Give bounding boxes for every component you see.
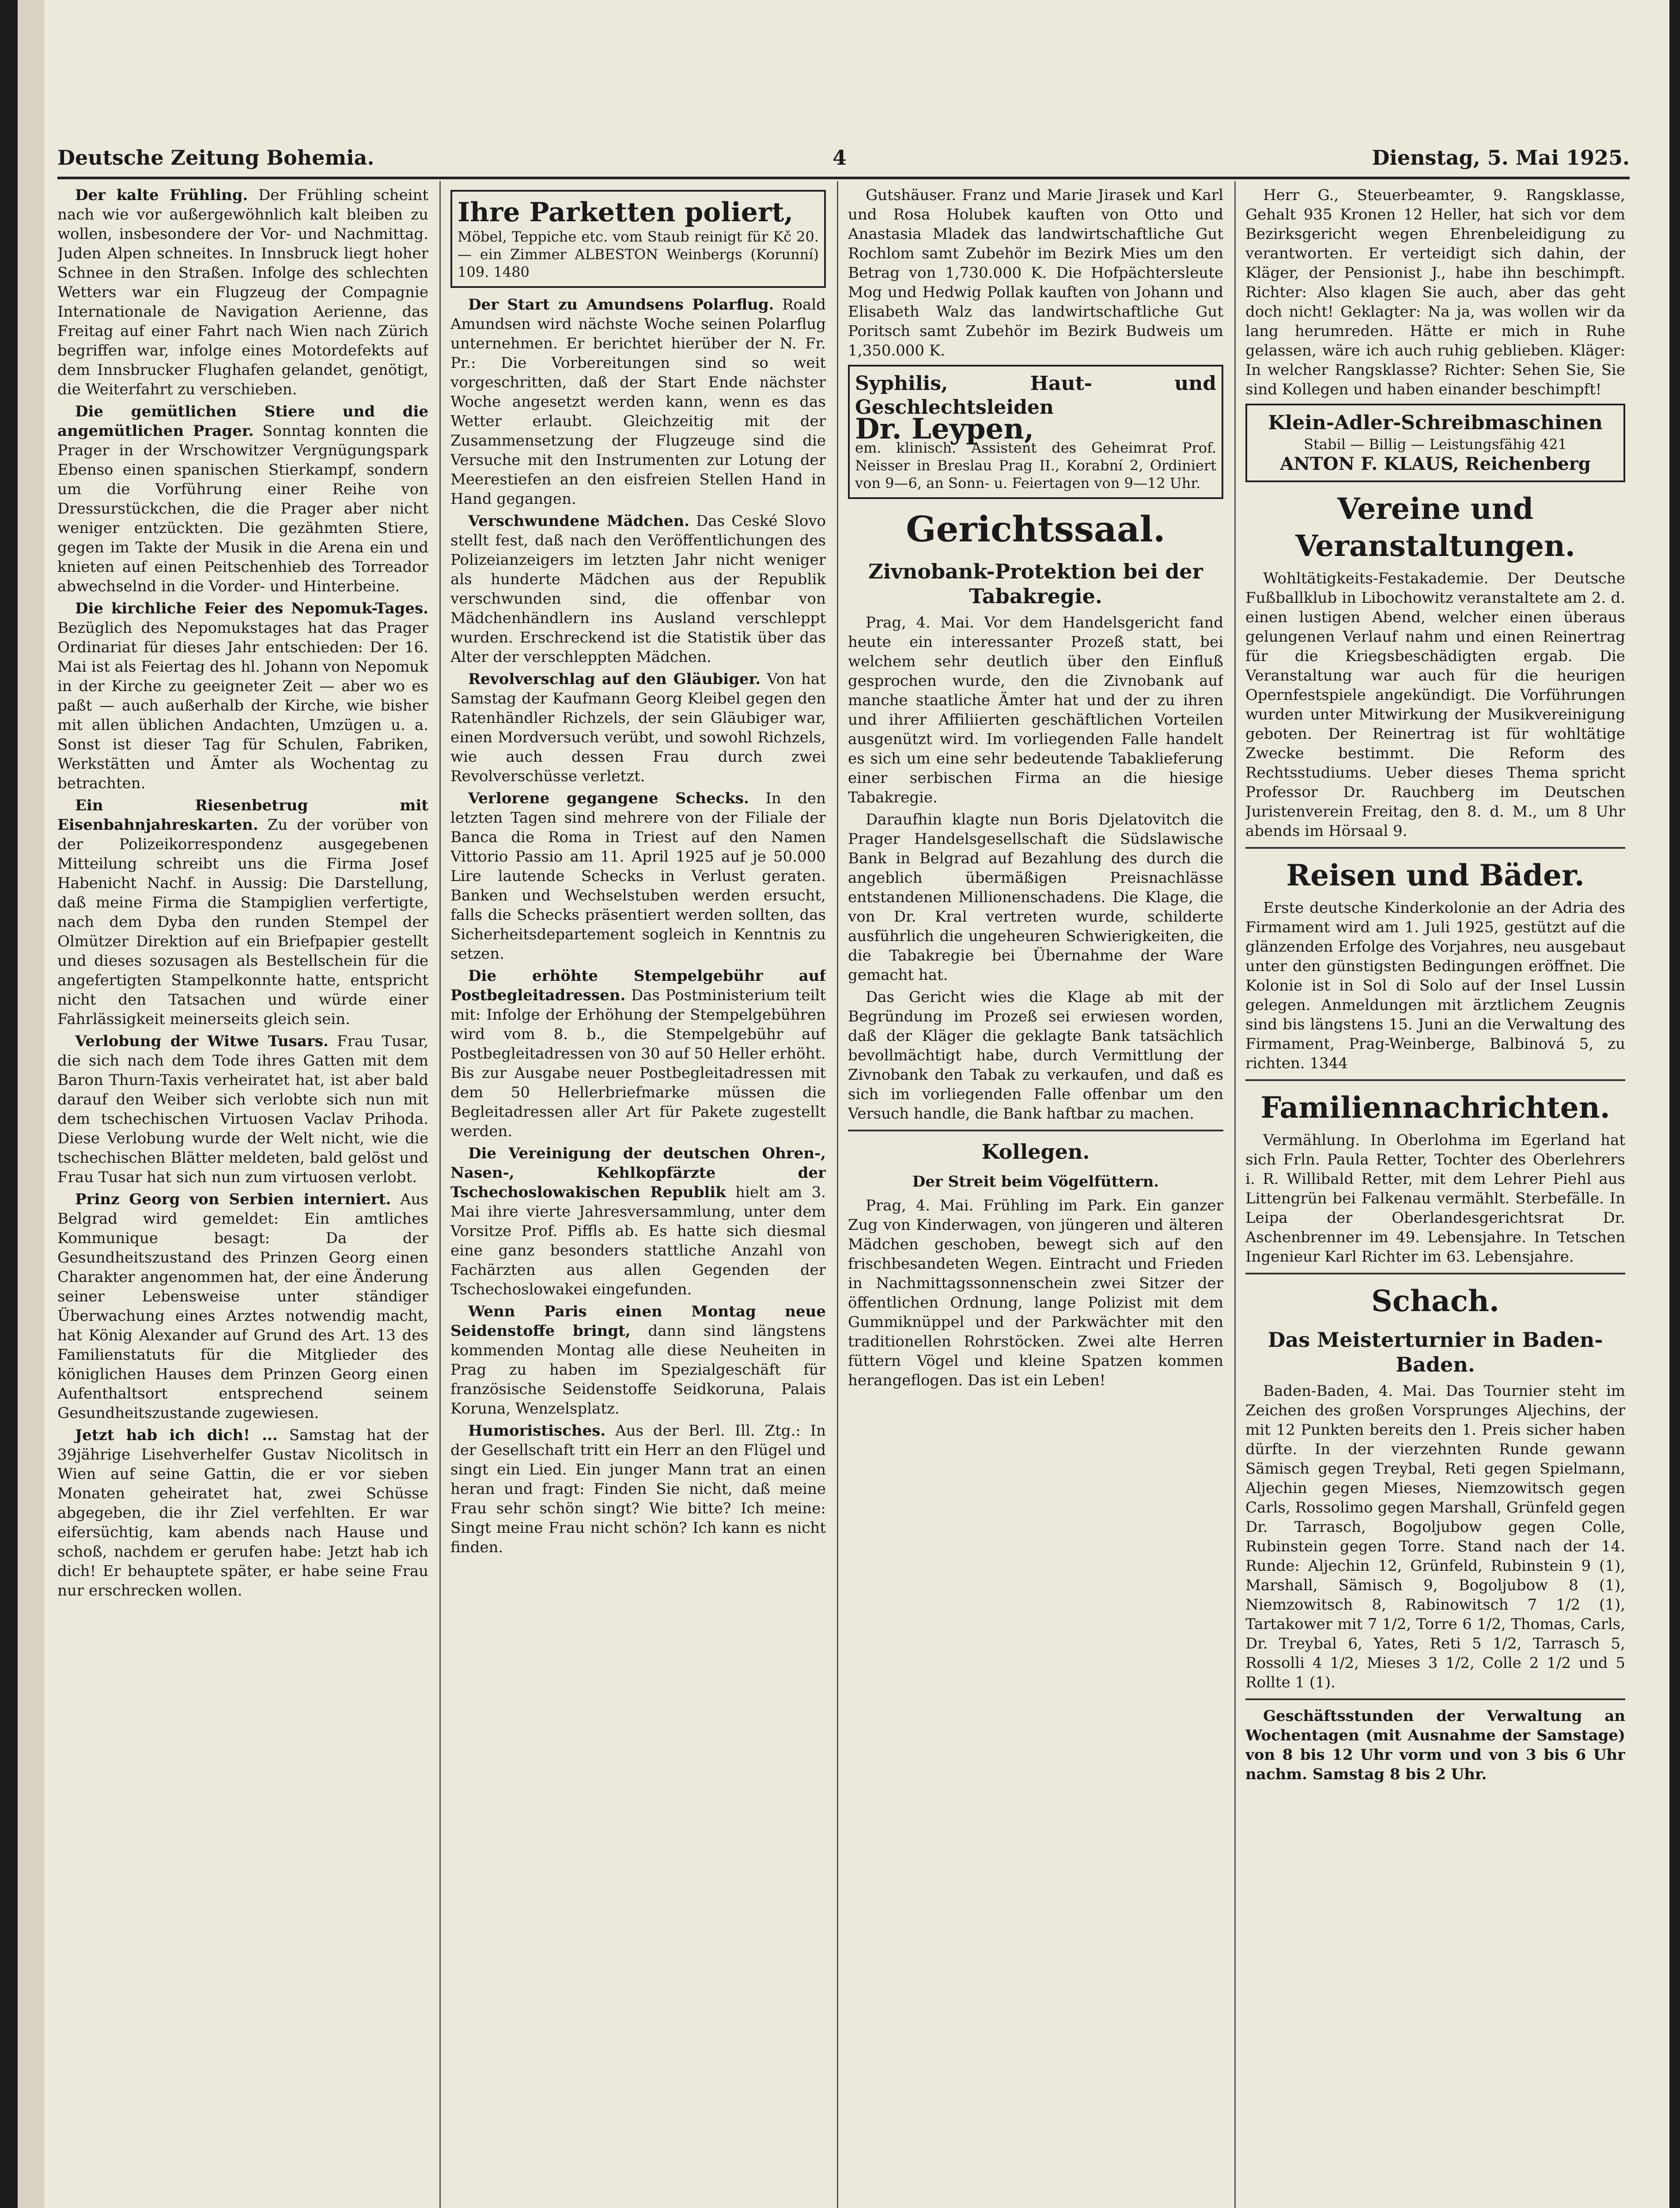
article: [57, 796, 428, 1029]
article-heading: Wenn Paris einen Montag neue Seidenstoffe bringt,: [450, 1303, 826, 1340]
article-heading: Revolverschlag auf den Gläubiger.: [468, 670, 761, 688]
article: [450, 1144, 826, 1299]
article-heading: Ein Riesenbetrug mit Eisenbahnjahreskarten.: [57, 797, 428, 834]
divider: [1245, 1698, 1625, 1700]
newspaper-page: [18, 0, 1669, 2208]
article-heading: Humoristisches.: [468, 1422, 606, 1440]
ad-text: Stabil — Billig — Leistungsfähig 421: [1304, 436, 1567, 453]
article-body: Daraufhin klagte nun Boris Djelatovitch die Prager Handelsgesellschaft die Südslawische Bank in Belgrad auf Bezahlung des durch die angeblich übermäßigen Preisnachlässe entstandenen Millionenschadens. Die Klage, die von Dr. Kral vertreten wurde, schilderte ausführlich die ungeheuren Schwierigkeiten, die die Tabakregie bei Übernahme der Ware gemacht hat.: [848, 811, 1223, 984]
article: [57, 1190, 428, 1423]
article-heading: Die kirchliche Feier des Nepomuk-Tages.: [75, 600, 428, 617]
article-body: Aus Belgrad wird gemeldet: Ein amtliches Kommunique besagt: Da der Gesundheitszustand des Prinzen Georg einen Charakter angenommen hat, der eine Änderung seiner Lebensweise unter ständiger Überwachung eines Arztes notwendig macht, hat König Alexander auf Grund des Art. 13 des Familienstatuts für die Mitglieder des königlichen Hauses dem Prinzen Georg einen Aufenthaltsort entsprechend seinem Gesundheitszustande zugewiesen.: [57, 1191, 428, 1422]
article-body: Samstag hat der 39jährige Lisehverhelfer Gustav Nicolitsch in Wien auf seine Gattin, die er vor sieben Monaten geheiratet hat, zwei Schüsse abgegeben, die ihr Ziel verfehlten. Er war eifersüchtig, kam abends nach Hause und schoß, nachdem er gerufen habe: Jetzt hab ich dich! Er behauptete später, er habe seine Frau nur erschrecken wollen.: [57, 1426, 428, 1599]
article-body: Das Postministerium teilt mit: Infolge der Erhöhung der Stempelgebühren wird vom 8. b., die Stempelgebühr auf Postbegleitadressen von 30 auf 50 Heller erhöht. Bis zur Ausgabe neuer Postbegleitadressen mit dem 50 Hellerbriefmarke müssen die Begleitadressen aller Art für Pakete zugestellt werden.: [450, 987, 826, 1140]
article: [450, 511, 826, 667]
article-heading: Die erhöhte Stempelgebühr auf Postbegleitadressen.: [450, 967, 826, 1004]
article-body: Gutshäuser. Franz und Marie Jirasek und Karl und Rosa Holubek kauften von Otto und Anastasia Mladek das landwirtschaftliche Gut Rochlom samt Zubehör im Bezirk Mies um den Betrag von 1,730.000 K. Die Hofpächtersleute Mog und Hedwig Pollak kauften von Johann und Elisabeth Walz das landwirtschaftliche Gut Poritsch samt Zubehör im Bezirk Budweis um 1,350.000 K.: [848, 186, 1223, 359]
column-divider: [439, 181, 441, 2208]
section-subtitle: Zivnobank-Protektion bei der Tabakregie.: [868, 560, 1203, 608]
section-title: Familiennachrichten.: [1260, 1090, 1610, 1125]
ad-title: Ihre Parketten poliert,: [458, 197, 794, 228]
article-body: Wohltätigkeits-Festakademie. Der Deutsche Fußballklub in Libochowitz veranstaltete am 2. d. einen lustigen Abend, welcher einen überaus gelungenen Verlauf nahm und einen Reinertrag für die Kriegsbeschädigten ergab. Die Veranstaltung war auch für die heurigen Opernfestspiele angekündigt. Die Vorführungen wurden unter Mitwirkung der Musikvereinigung geboten. Der Reinertrag ist für wohltätige Zwecke bestimmt. Die Reform des Rechtsstudiums. Ueber dieses Thema spricht Professor Dr. Rauchberg im Deutschen Juristenverein Freitag, den 8. d. M., um 8 Uhr abends im Hörsaal 9.: [1245, 570, 1625, 840]
article-body: Zu der vorüber von der Polizeikorrespondenz ausgegebenen Mitteilung schreibt uns die Firma Josef Habenicht Nachf. in Aussig: Die Darstellung, daß meine Firma die Stampiglien verfertigte, nach dem Dyba den runden Stempel der Olmützer Direktion auf ein Briefpapier gestellt und dieses sozusagen als Bestellschein für die angefertigten Stampelkonnte hatte, entspricht nicht den Tatsachen und würde einer Fahrlässigkeit meinerseits gleich sein.: [57, 816, 428, 1028]
page-number: 4: [832, 146, 847, 170]
column-1: [57, 185, 428, 2208]
article: [450, 1302, 826, 1418]
ad-title: Syphilis, Haut- und Geschlechtsleiden: [855, 372, 1216, 419]
advertisement-typewriter: [1245, 404, 1625, 482]
advertisement-parquet: [450, 190, 826, 288]
office-hours-notice: Geschäftsstunden der Verwaltung an Wochentagen (mit Ausnahme der Samstage) von 8 bis 12 Uhr vorm und von 3 bis 6 Uhr nachm. Samstag 8 bis 2 Uhr.: [1245, 1707, 1625, 1783]
divider: [1245, 847, 1625, 849]
ad-title: Klein-Adler-Schreibmaschinen: [1268, 412, 1603, 434]
article: [57, 185, 428, 399]
article-body: Sonntag konnten die Prager in der Wrschowitzer Vergnügungspark Ebenso einen spanischen Stierkampf, sondern um die Vorführung einer Reihe von Dressurstückchen, die die Prager aber nicht weniger entzückten. Die gezähmten Stiere, gegen im Takte der Musik in die Arena ein und knieten auf einen Peitschenhieb des Torreador abwechselnd in die Vorder- und Hinterbeine.: [57, 422, 428, 595]
newspaper-name: Deutsche Zeitung Bohemia.: [57, 146, 375, 170]
article-body: Aus der Berl. Ill. Ztg.: In der Gesellschaft tritt ein Herr an den Flügel und singt ein Lied. Ein junger Mann trat an einen heran und fragt: Finden Sie nicht, daß meine Frau sehr schön singt? Wie bitte? Ich meine: Singt meine Frau nicht schön? Ich kann es nicht finden.: [450, 1422, 826, 1556]
article-heading: Jetzt hab ich dich! ...: [75, 1426, 278, 1444]
section-title: Gerichtssaal.: [906, 508, 1165, 550]
article: [57, 1425, 428, 1600]
article-body: Vermählung. In Oberlohma im Egerland hat sich Frln. Paula Retter, Tochter des Oberlehrers i. R. Willibald Retter, mit dem Lehrer Piehl aus Littengrün bei Falkenau vermählt. Sterbefälle. In Leipa der Oberlandesgerichtsrat Dr. Aschenbrenner im 49. Lebensjahre. In Tetschen Ingenieur Karl Richter im 63. Lebensjahre.: [1245, 1131, 1625, 1266]
ad-doctor-name: Dr. Leypen,: [855, 412, 1034, 446]
page-binding-edge: [18, 0, 44, 2208]
article: [450, 789, 826, 964]
article-body: Frau Tusar, die sich nach dem Tode ihres Gatten mit dem Baron Thurn-Taxis verheiratet hat, ist aber bald darauf den Weiber sich verlobte sich nun mit dem tschechischen Virtuosen Vaclav Prihoda. Diese Verlobung wurde der Welt nicht, wie die tschechischen Blätter meldeten, bald gelöst und Frau Tusar hat sich nun zum virtuosen verlobt.: [57, 1032, 428, 1186]
section-title: Schach.: [1371, 1284, 1499, 1318]
article-body: Von hat Samstag der Kaufmann Georg Kleibel gegen den Ratenhändler Richzels, der sein Gläubiger war, einen Mordversuch verübt, und sowohl Richzels, wie auch dessen Frau durch zwei Revolverschüsse verletzt.: [450, 670, 826, 785]
section-subtitle: Der Streit beim Vögelfüttern.: [912, 1173, 1159, 1191]
article-body: Prag, 4. Mai. Frühling im Park. Ein ganzer Zug von Kinderwagen, von jüngeren und älteren Mädchen geschoben, bewegt sich auf den frischbesandeten Wegen. Eintracht und Frieden in Nachmittagssonnenschein zwei Sitzer der öffentlichen Ordnung, lange Polizist mit dem Gummiknüppel und der Parkwächter mit den traditionellen Rohrstöcken. Zwei alte Herren füttern Vögel und kleine Spatzen kommen herangeflogen. Das ist ein Leben!: [848, 1197, 1223, 1389]
article-body: Bezüglich des Nepomukstages hat das Prager Ordinariat für dieses Jahr entschieden: Der 16. Mai ist als Feiertag des hl. Johann von Nepomuk in der Kirche zu geeigneter Zeit — aber wo es paßt — auch außerhalb der Kirche, wie bisher mit allen üblichen Andachten, Umzügen u. a. Sonst ist dieser Tag für Schulen, Fabriken, Werkstätten und Ämter als Wochentag zu betrachten.: [57, 619, 428, 792]
article-heading: Prinz Georg von Serbien interniert.: [75, 1191, 391, 1208]
divider: [1245, 1273, 1625, 1274]
section-title: Vereine und Veranstaltungen.: [1295, 492, 1575, 563]
column-3: [848, 185, 1223, 2208]
article: [450, 295, 826, 509]
column-divider: [1234, 181, 1236, 2208]
header-rule: [57, 177, 1630, 179]
article-body: Prag, 4. Mai. Vor dem Handelsgericht fand heute ein interessanter Prozeß statt, bei welchem sehr deutlich über den Einfluß gesprochen wurde, den die Zivnobank auf manche staatliche Ämter hat und der zu ihren und ihrer Affiliierten geschäftlichen Vorteilen ausgenützt wird. Im vorliegenden Falle handelt es sich um eine sehr bedeutende Tabaklieferung einer serbischen Firma an die hiesige Tabakregie.: [848, 614, 1223, 806]
article-body: dann sind längstens kommenden Montag alle diese Neuheiten in Prag zu haben im Spezialgeschäft für französische Seidenstoffe Seidkoruna, Palais Koruna, Wenzelsplatz.: [450, 1322, 826, 1418]
article-body: Das Gericht wies die Klage ab mit der Begründung im Prozeß sei erwiesen worden, daß der Kläger die geklagte Bank tatsächlich bevollmächtigt habe, durch Vermittlung der Zivnobank den Tabak zu verkaufen, und daß es sich im vorliegenden Falle offenbar um den Versuch handle, die Bank haftbar zu machen.: [848, 988, 1223, 1123]
article-body: Baden-Baden, 4. Mai. Das Tournier steht im Zeichen des großen Vorsprunges Aljechins, der mit 12 Punkten bereits den 1. Preis sicher haben dürfte. In der vierzehnten Runde gewann Sämisch gegen Treybal, Reti gegen Spielmann, Aljechin gegen Mieses, Niemzowitsch gegen Carls, Rossolimo gegen Marshall, Grünfeld gegen Dr. Tarrasch, Bogoljubow gegen Colle, Rubinstein gegen Torre. Stand nach der 14. Runde: Aljechin 12, Grünfeld, Rubinstein 9 (1), Marshall, Sämisch 9, Bogoljubow 8 (1), Niemzowitsch 8, Rabinowitsch 7 1/2 (1), Tartakower mit 7 1/2, Torre 6 1/2, Thomas, Carls, Dr. Treybal 6, Yates, Reti 5 1/2, Tarrasch 5, Rossolli 4 1/2, Mieses 3 1/2, Colle 2 1/2 und 5 Rollte 1 (1).: [1245, 1382, 1625, 1691]
page-header: [57, 146, 1630, 177]
article-heading: Verlobung der Witwe Tusars.: [75, 1032, 329, 1050]
article-heading: Der kalte Frühling.: [75, 186, 248, 204]
column-divider: [837, 181, 838, 2208]
ad-firm: ANTON F. KLAUS, Reichenberg: [1280, 454, 1591, 474]
advertisement-doctor: [848, 365, 1223, 499]
ad-text: Möbel, Teppiche etc. vom Staub reinigt für Kč 20.— ein Zimmer ALBESTON Weinbergs (Korunní) 109. 1480: [458, 228, 819, 280]
article: [450, 966, 826, 1141]
article-body: Roald Amundsen wird nächste Woche seinen Polarflug unternehmen. Er berichtet hierüber der N. Fr. Pr.: Die Vorbereitungen sind so weit vorgeschritten, daß der Start Ende nächster Woche angesetzt werden kann, wenn es das Wetter erlaubt. Gleichzeitig mit der Zusammensetzung der Flugzeuge sind die Versuche mit den Instrumenten zur Lotung der Meerestiefen an den eisfreien Stellen Hand in Hand gegangen.: [450, 296, 826, 508]
article: [450, 669, 826, 786]
issue-date: Dienstag, 5. Mai 1925.: [1372, 146, 1630, 170]
article-heading: Verschwundene Mädchen.: [468, 512, 690, 530]
article-heading: Der Start zu Amundsens Polarflug.: [468, 296, 774, 314]
article-body: In den letzten Tagen sind mehrere von der Filiale der Banca die Roma in Triest auf den Namen Vittorio Passio am 11. April 1925 auf je 50.000 Lire lautende Schecks in Verlust geraten. Banken und Wechselstuben werden ersucht, falls die Schecks präsentiert werden sollten, das Sicherheitsdepartement sogleich in Kenntnis zu setzen.: [450, 790, 826, 963]
article-body: Der Frühling scheint nach wie vor außergewöhnlich kalt bleiben zu wollen, insbesondere der Vor- und Nachmittag. Juden Alpen schneites. In Innsbruck liegt hoher Schnee in den Straßen. Infolge des schlechten Wetters war ein Flugzeug der Compagnie Internationale de Navigation Aerienne, das Freitag auf einer Fahrt nach Wien nach Zürich begriffen war, infolge eines Motordefekts auf dem Innsbrucker Flughafen gelandet, genötigt, die Weiterfahrt zu verschieben.: [57, 186, 428, 398]
article-heading: Die gemütlichen Stiere und die angemütlichen Prager.: [57, 403, 428, 440]
article-heading: Die Vereinigung der deutschen Ohren-, Nasen-, Kehlkopfärzte der Tschechoslowakischen Republik: [450, 1145, 826, 1201]
article: [450, 1421, 826, 1557]
divider: [848, 1130, 1223, 1131]
article: [57, 1032, 428, 1187]
section-subtitle: Kollegen.: [981, 1140, 1090, 1164]
column-2: [450, 185, 826, 2208]
column-4: [1245, 185, 1625, 2208]
section-title: Reisen und Bäder.: [1286, 858, 1585, 892]
ad-text: em. klinisch. Assistent des Geheimrat Prof. Neisser in Breslau Prag II., Korabní 2, Ordiniert von 9—6, an Sonn- u. Feiertagen von 9—12 Uhr.: [855, 439, 1216, 492]
article-body: Das Ceské Slovo stellt fest, daß nach den Veröffentlichungen des Polizeianzeigers im letzten Jahr nicht weniger als hunderte Mädchen aus der Republik verschwunden sind, die offenbar von Mädchenhändlern ins Ausland verschleppt wurden. Erschreckend ist die Statistik über das Alter der verschleppten Mädchen.: [450, 512, 826, 666]
article: [57, 599, 428, 793]
article-body: hielt am 3. Mai ihre vierte Jahresversammlung, unter dem Vorsitze Prof. Piffls ab. Es hatte sich diesmal eine ganz besonders stattliche Anzahl von Fachärzten aus allen Gegenden der Tschechoslowakei eingefunden.: [450, 1183, 826, 1298]
article: [57, 402, 428, 596]
article-heading: Verlorene gegangene Schecks.: [468, 790, 749, 807]
divider: [1245, 1079, 1625, 1081]
article-body: Erste deutsche Kinderkolonie an der Adria des Firmament wird am 1. Juli 1925, gestützt auf die glänzenden Erfolge des Vorjahres, neu ausgebaut unter den günstigsten Bedingungen eröffnet. Die Kolonie ist in Sol di Solo auf der Insel Lussin gelegen. Anmeldungen mit ärztlichem Zeugnis sind bis längstens 15. Juni an die Verwaltung des Firmament, Prag-Weinberge, Balbinová 5, zu richten. 1344: [1245, 899, 1625, 1072]
section-subtitle: Das Meisterturnier in Baden-Baden.: [1268, 1328, 1603, 1376]
article-body: Herr G., Steuerbeamter, 9. Rangsklasse, Gehalt 935 Kronen 12 Heller, hat sich vor dem Bezirksgericht wegen Ehrenbeleidigung zu verantworten. Er verteidigt sich dahin, der Kläger, der Pensionist J., habe ihn beschimpft. Richter: Also klagen Sie auch, aber das geht doch nicht! Geklagter: Na ja, was wollen wir da lang herumreden. Hätte er mich in Ruhe gelassen, wäre ich auch ruhig geblieben. Kläger: In welcher Rangsklasse? Richter: Sehen Sie, Sie sind Kollegen und haben einander beschimpft!: [1245, 186, 1625, 398]
